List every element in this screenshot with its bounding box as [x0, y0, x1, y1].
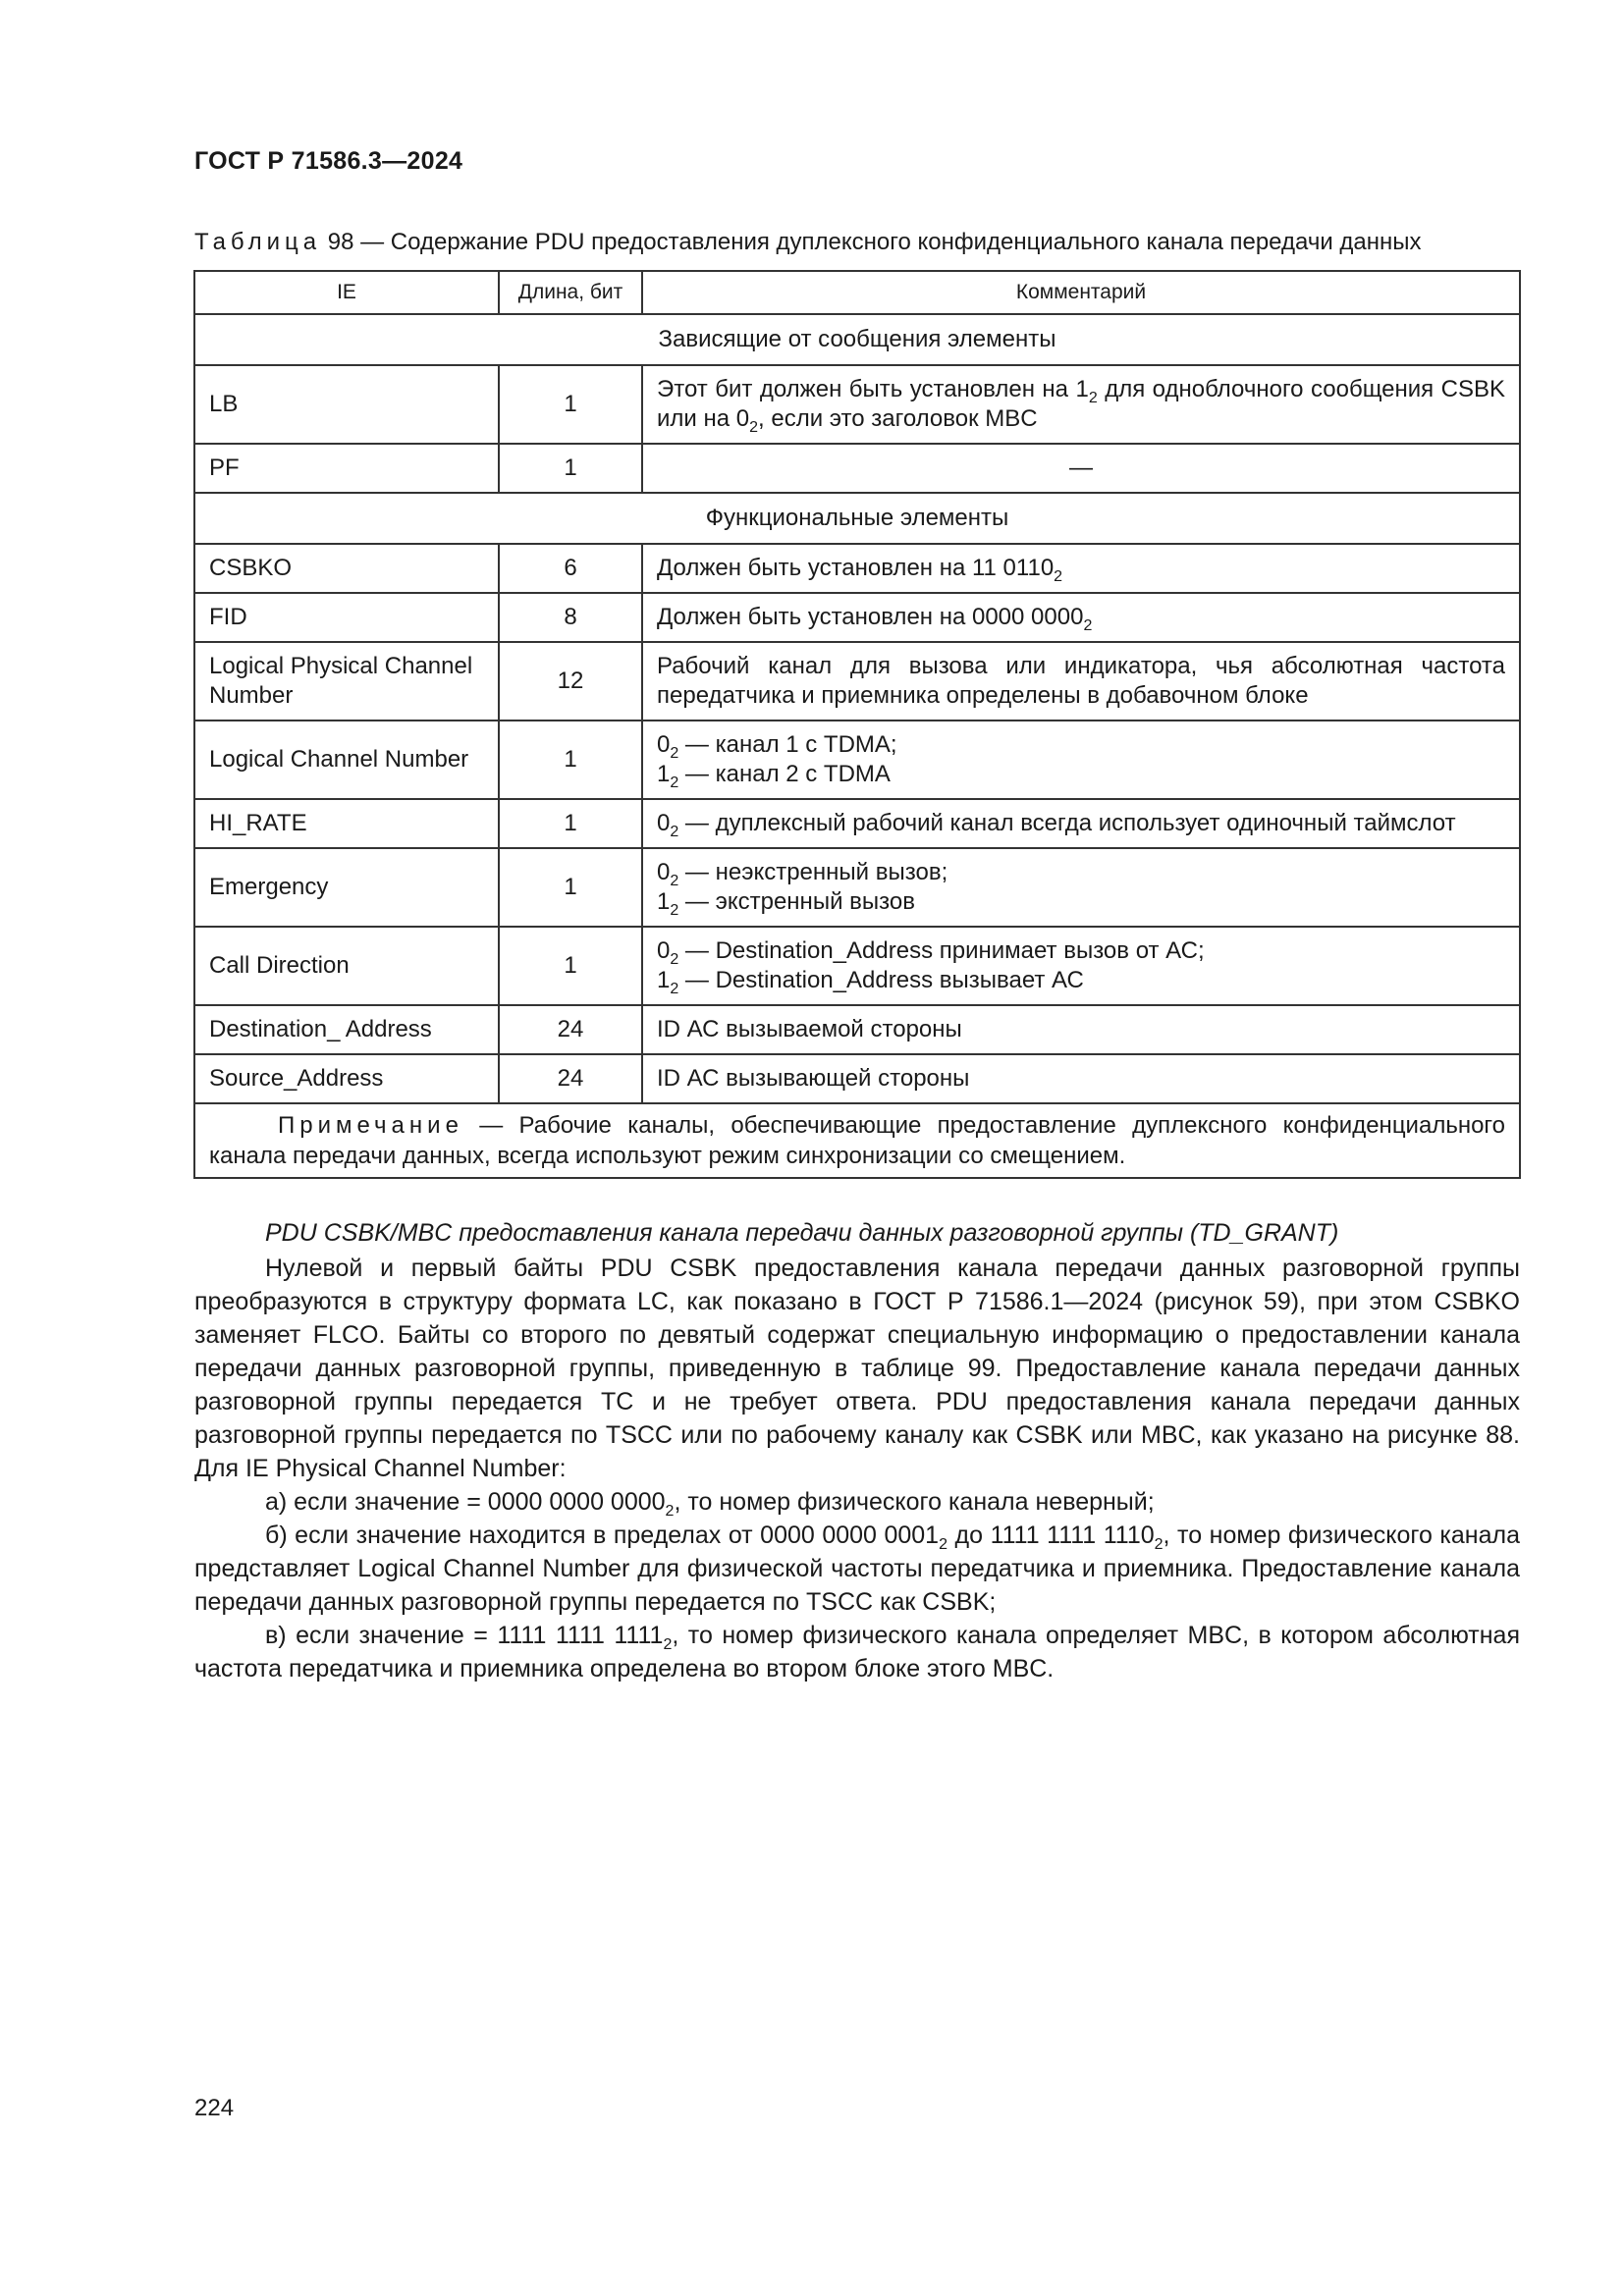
subscript: 2	[670, 824, 679, 840]
comment-text: 0	[657, 810, 671, 836]
pdu-table	[193, 270, 1521, 1179]
column-header-comment: Комментарий	[642, 271, 1520, 314]
subscript: 2	[1088, 390, 1098, 406]
length-cell: 24	[499, 1005, 642, 1054]
list-item-b	[194, 1519, 1520, 1619]
table-row	[194, 1005, 1520, 1054]
comment-line	[657, 936, 1505, 966]
length-cell: 1	[499, 799, 642, 848]
list-text: а) если значение = 0000 0000 0000	[265, 1488, 666, 1516]
section-title: Функциональные элементы	[194, 493, 1520, 544]
length-cell: 1	[499, 721, 642, 799]
table-caption-label: Таблица	[194, 229, 322, 255]
table-row	[194, 799, 1520, 848]
comment-text: Должен быть установлен на 11 0110	[657, 555, 1055, 581]
comment-line	[657, 858, 1505, 887]
list-text: в) если значение = 1111 1111 1111	[265, 1622, 664, 1649]
subscript: 2	[663, 1636, 673, 1653]
length-cell: 1	[499, 444, 642, 493]
table-row	[194, 642, 1520, 721]
comment-line	[657, 966, 1505, 995]
subscript: 2	[670, 902, 679, 919]
subscript: 2	[1054, 568, 1063, 585]
table-caption-text: 98 — Содержание PDU предоставления дуплексного конфиденциального канала передачи данных	[321, 229, 1422, 255]
ie-cell: Destination_ Address	[194, 1005, 499, 1054]
table-row	[194, 365, 1520, 444]
table-row	[194, 927, 1520, 1005]
comment-line	[657, 760, 1505, 789]
ie-cell: LB	[194, 365, 499, 444]
table-row	[194, 593, 1520, 642]
comment-cell	[642, 927, 1520, 1005]
comment-cell	[642, 365, 1520, 444]
list-item-a	[194, 1485, 1520, 1519]
table-note	[194, 1103, 1520, 1178]
length-cell: 8	[499, 593, 642, 642]
subscript: 2	[670, 774, 679, 791]
comment-cell	[642, 593, 1520, 642]
ie-cell: Emergency	[194, 848, 499, 927]
section-title: Зависящие от сообщения элементы	[194, 314, 1520, 365]
table-row	[194, 444, 1520, 493]
comment-cell: ID АС вызывающей стороны	[642, 1054, 1520, 1103]
comment-cell	[642, 544, 1520, 593]
table-header-row	[194, 271, 1520, 314]
comment-cell: ID АС вызываемой стороны	[642, 1005, 1520, 1054]
subscript: 2	[939, 1536, 947, 1553]
column-header-ie: IE	[194, 271, 499, 314]
comment-cell	[642, 848, 1520, 927]
column-header-length: Длина, бит	[499, 271, 642, 314]
list-text: , то номер физического канала представляет Logical Channel Number для физической частоты передатчика и приемника. Предоставление канала передачи данных разговорной группы передается по TSCC как CSBK;	[194, 1522, 1520, 1616]
note-label: Примечание	[278, 1112, 463, 1139]
ie-cell: PF	[194, 444, 499, 493]
comment-text: 0	[657, 859, 671, 885]
length-cell: 1	[499, 365, 642, 444]
subscript: 2	[670, 981, 679, 997]
page-number: 224	[194, 2095, 235, 2121]
comment-text: 1	[657, 888, 671, 915]
ie-cell: FID	[194, 593, 499, 642]
comment-line	[657, 887, 1505, 917]
comment-text: 1	[657, 967, 671, 993]
length-cell: 1	[499, 927, 642, 1005]
ie-cell: Logical Channel Number	[194, 721, 499, 799]
ie-cell: Call Direction	[194, 927, 499, 1005]
subscript: 2	[1083, 617, 1093, 634]
table-row	[194, 848, 1520, 927]
ie-cell: Logical Physical Channel Number	[194, 642, 499, 721]
comment-text: — неэкстренный вызов;	[678, 859, 948, 885]
table-row	[194, 1054, 1520, 1103]
table-note-row	[194, 1103, 1520, 1178]
comment-text: для одноблочного сообщения CSBK или на 0	[657, 376, 1505, 432]
ie-cell: CSBKO	[194, 544, 499, 593]
comment-cell: —	[642, 444, 1520, 493]
length-cell: 12	[499, 642, 642, 721]
comment-text: , если это заголовок MBC	[758, 405, 1038, 432]
note-text: — Рабочие каналы, обеспечивающие предоставление дуплексного конфиденциального канала передачи данных, всегда используют режим синхронизации со смещением.	[209, 1112, 1505, 1169]
table-row	[194, 544, 1520, 593]
section-subheading: PDU CSBK/MBC предоставления канала передачи данных разговорной группы (TD_GRANT)	[265, 1219, 1339, 1247]
table-section-row	[194, 493, 1520, 544]
length-cell: 1	[499, 848, 642, 927]
list-text: , то номер физического канала неверный;	[674, 1488, 1155, 1516]
list-item-c	[194, 1619, 1520, 1685]
table-caption	[194, 229, 1422, 256]
subscript: 2	[670, 951, 679, 968]
comment-text: — канал 2 с TDMA	[678, 761, 891, 787]
comment-text: 0	[657, 731, 671, 758]
length-cell: 6	[499, 544, 642, 593]
comment-text: — Destination_Address вызывает АС	[678, 967, 1084, 993]
table-section-row	[194, 314, 1520, 365]
comment-text: Этот бит должен быть установлен на 1	[657, 376, 1089, 402]
ie-cell: Source_Address	[194, 1054, 499, 1103]
subscript: 2	[749, 419, 759, 436]
subscript: 2	[665, 1503, 675, 1520]
paragraph: Нулевой и первый байты PDU CSBK предоставления канала передачи данных разговорной группы преобразуются в структуру формата LC, как показано в ГОСТ Р 71586.1—2024 (рисунок 59), при этом CSBKO заменяет FLCO. Байты со второго по девятый содержат специальную информацию о предоставлении канала передачи данных разговорной группы, приведенную в таблице 99. Предоставление канала передачи данных разговорной группы передается ТС и не требует ответа. PDU предоставления канала передачи данных разговорной группы передается по TSCC или по рабочему каналу как CSBK или MBC, как указано на рисунке 88. Для IE Physical Channel Number:	[194, 1255, 1520, 1482]
list-text: б) если значение находится в пределах от 0000 0000 0001	[265, 1522, 940, 1549]
list-text: , то номер физического канала определяет MBC, в котором абсолютная частота передатчика и приемника определена во втором блоке этого MBC.	[194, 1622, 1520, 1682]
document-code: ГОСТ Р 71586.3—2024	[194, 147, 463, 175]
subscript: 2	[670, 745, 679, 762]
comment-cell	[642, 799, 1520, 848]
comment-text: — экстренный вызов	[678, 888, 915, 915]
list-text: до 1111 1111 1110	[947, 1522, 1155, 1549]
comment-text: 0	[657, 937, 671, 964]
comment-cell	[642, 721, 1520, 799]
length-cell: 24	[499, 1054, 642, 1103]
table-row	[194, 721, 1520, 799]
comment-text: 1	[657, 761, 671, 787]
body-text	[194, 1252, 1520, 1685]
comment-text: Должен быть установлен на 0000 0000	[657, 604, 1084, 630]
subscript: 2	[670, 873, 679, 889]
comment-text: — Destination_Address принимает вызов от АС;	[678, 937, 1205, 964]
ie-cell: HI_RATE	[194, 799, 499, 848]
comment-cell: Рабочий канал для вызова или индикатора, чья абсолютная частота передатчика и приемника определены в добавочном блоке	[642, 642, 1520, 721]
comment-line	[657, 730, 1505, 760]
subscript: 2	[1154, 1536, 1164, 1553]
comment-text: — канал 1 с TDMA;	[678, 731, 897, 758]
comment-text: — дуплексный рабочий канал всегда использует одиночный таймслот	[678, 810, 1456, 836]
